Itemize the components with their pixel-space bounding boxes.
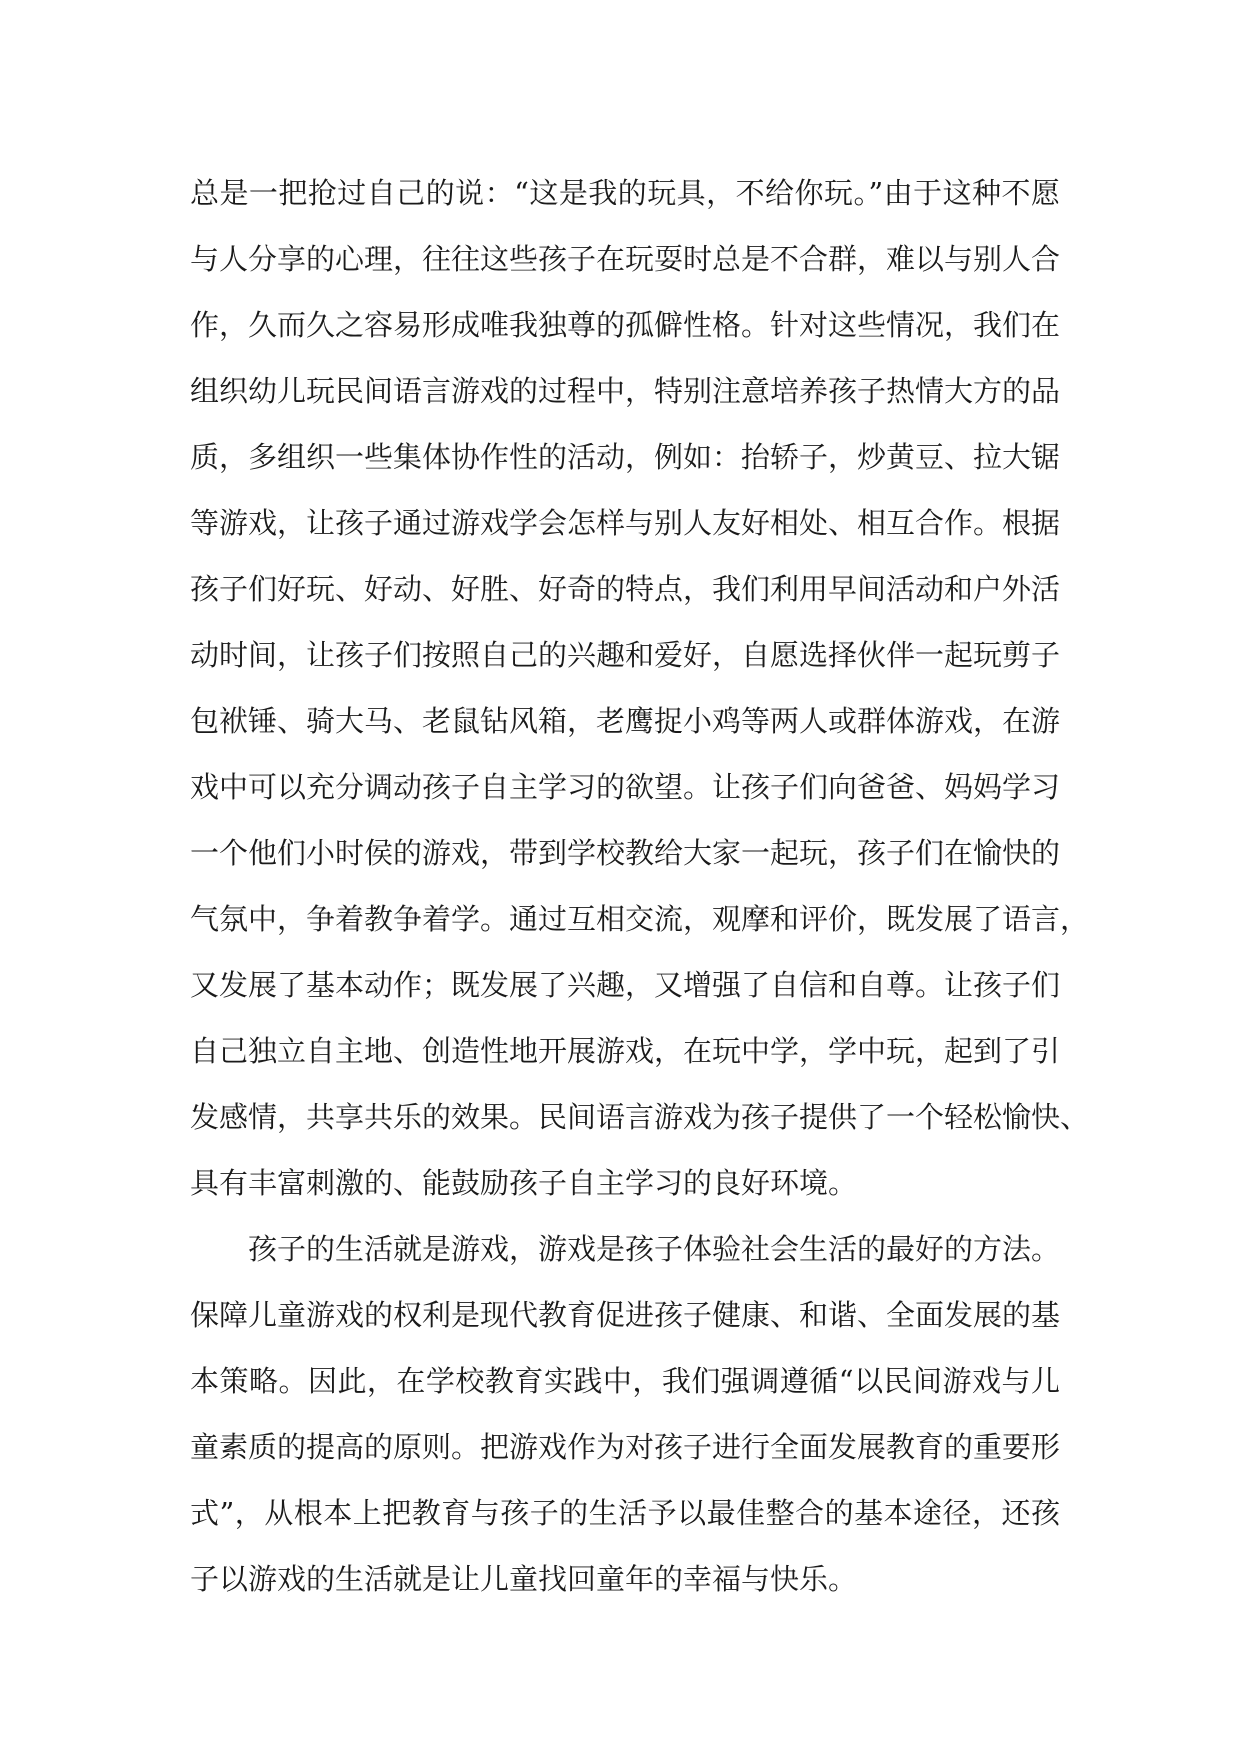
text-line: 戏中可以充分调动孩子自主学习的欲望。让孩子们向爸爸、妈妈学习: [190, 770, 1061, 804]
text-line: 总是一把抢过自己的说：“这是我的玩具，不给你玩。”由于这种不愿: [190, 176, 1060, 210]
text-line: 作，久而久之容易形成唯我独尊的孤僻性格。针对这些情况，我们在: [190, 308, 1061, 342]
text-line: 动时间，让孩子们按照自己的兴趣和爱好，自愿选择伙伴一起玩剪子: [190, 638, 1061, 672]
text-line: 子以游戏的生活就是让儿童找回童年的幸福与快乐。: [190, 1562, 858, 1596]
text-line: 与人分享的心理，往往这些孩子在玩耍时总是不合群，难以与别人合: [190, 242, 1061, 276]
text-line: 组织幼儿玩民间语言游戏的过程中，特别注意培养孩子热情大方的品: [190, 374, 1061, 408]
paragraph-2: [190, 1216, 1060, 1612]
text-line: 保障儿童游戏的权利是现代教育促进孩子健康、和谐、全面发展的基: [190, 1298, 1061, 1332]
text-line: 等游戏，让孩子通过游戏学会怎样与别人友好相处、相互合作。根据: [190, 506, 1061, 540]
text-line: 式”，从根本上把教育与孩子的生活予以最佳整合的基本途径，还孩: [190, 1496, 1060, 1530]
body-text: [190, 160, 1090, 1612]
text-line: 一个他们小时侯的游戏，带到学校教给大家一起玩，孩子们在愉快的: [190, 836, 1061, 870]
text-line: 气氛中，争着教争着学。通过互相交流，观摩和评价，既发展了语言，: [190, 902, 1090, 936]
text-line: 孩子们好玩、好动、好胜、好奇的特点，我们利用早间活动和户外活: [190, 572, 1061, 606]
text-line: 孩子的生活就是游戏，游戏是孩子体验社会生活的最好的方法。: [248, 1232, 1061, 1266]
text-line: 自己独立自主地、创造性地开展游戏，在玩中学，学中玩，起到了引: [190, 1034, 1061, 1068]
text-line: 质，多组织一些集体协作性的活动，例如：抬轿子，炒黄豆、拉大锯: [190, 440, 1061, 474]
text-line: 包袱锤、骑大马、老鼠钻风箱，老鹰捉小鸡等两人或群体游戏，在游: [190, 704, 1061, 738]
text-line: 又发展了基本动作；既发展了兴趣，又增强了自信和自尊。让孩子们: [190, 968, 1061, 1002]
text-line: 童素质的提高的原则。把游戏作为对孩子进行全面发展教育的重要形: [190, 1430, 1061, 1464]
text-line: 具有丰富刺激的、能鼓励孩子自主学习的良好环境。: [190, 1166, 858, 1200]
text-line: 发感情，共享共乐的效果。民间语言游戏为孩子提供了一个轻松愉快、: [190, 1100, 1090, 1134]
text-line: 本策略。因此，在学校教育实践中，我们强调遵循“以民间游戏与儿: [190, 1364, 1060, 1398]
paragraph-1: [190, 160, 1090, 1216]
